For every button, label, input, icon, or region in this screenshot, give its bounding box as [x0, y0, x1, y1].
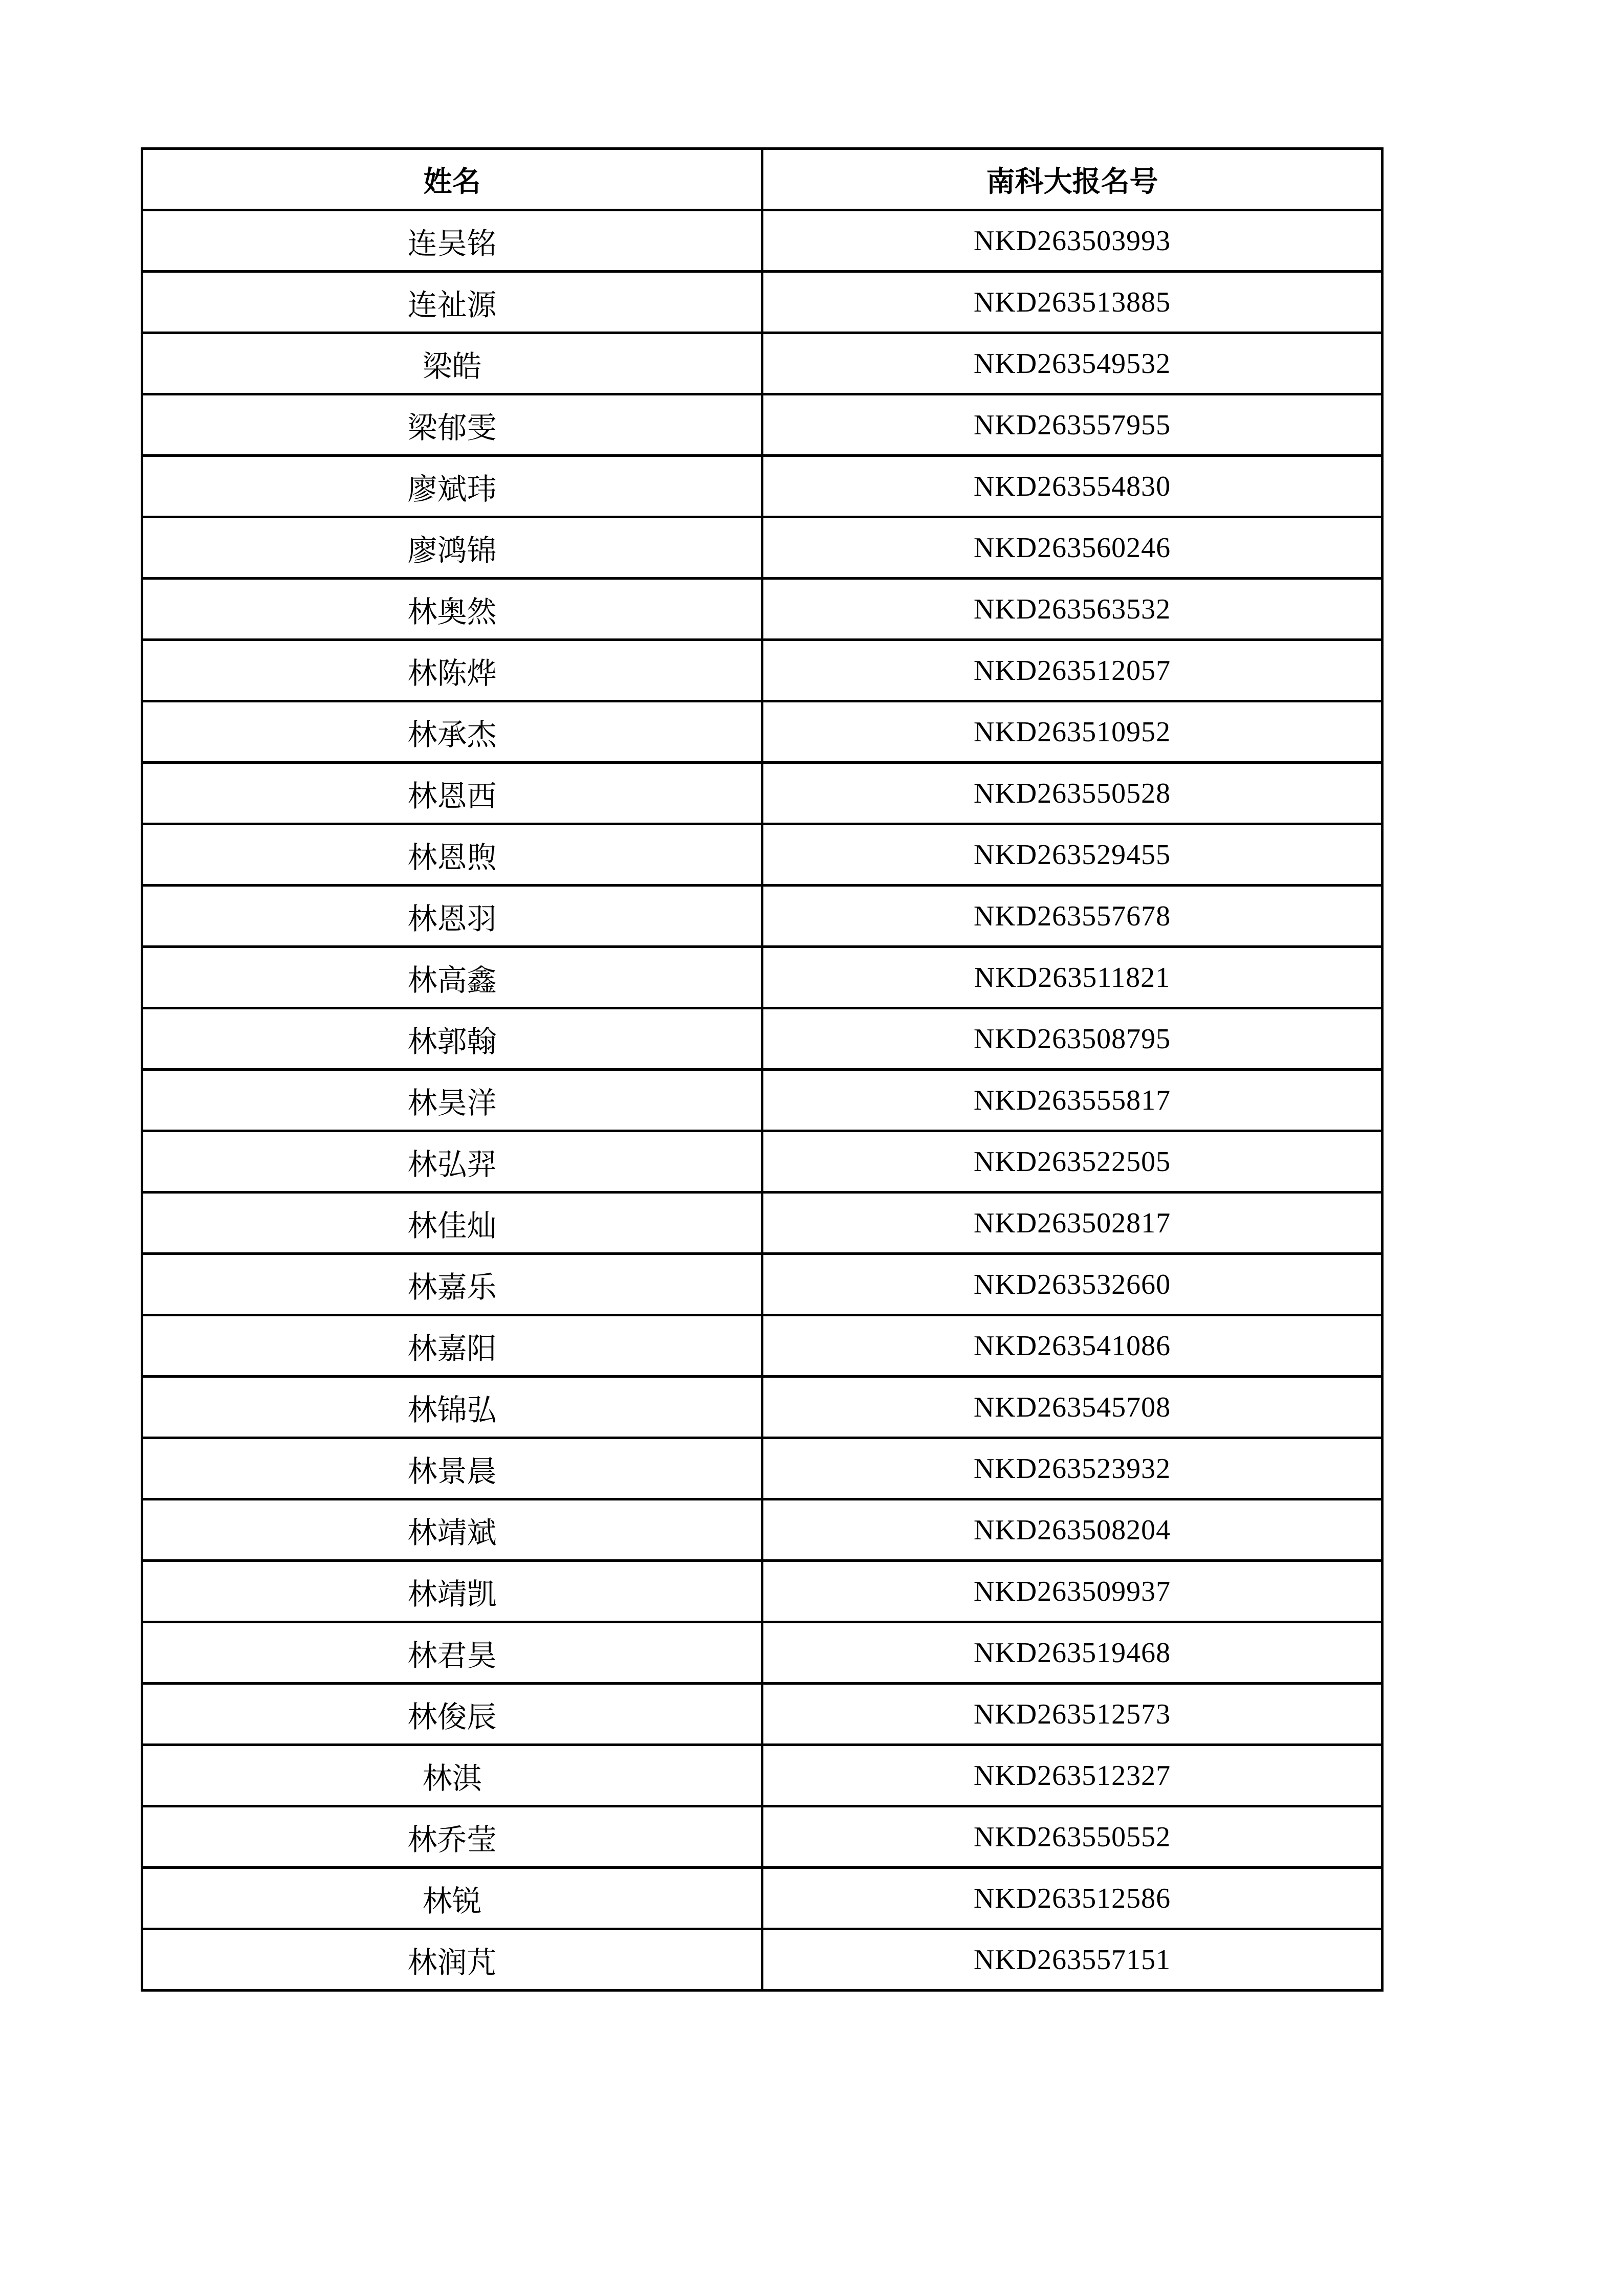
registration-number-cell: NKD263545708	[762, 1377, 1382, 1438]
student-name-cell: 林弘羿	[142, 1131, 762, 1193]
registration-number-cell: NKD263511821	[762, 947, 1382, 1008]
registration-number-cell: NKD263510952	[762, 701, 1382, 763]
table-row	[142, 640, 1382, 701]
registration-number-cell: NKD263549532	[762, 333, 1382, 394]
registration-number-cell: NKD263557151	[762, 1929, 1382, 1991]
header-row	[142, 149, 1382, 210]
student-name-cell: 林锦弘	[142, 1377, 762, 1438]
table-row	[142, 579, 1382, 640]
table-row	[142, 1868, 1382, 1929]
student-name-cell: 林陈烨	[142, 640, 762, 701]
registration-number-cell: NKD263519468	[762, 1622, 1382, 1684]
registration-number-cell: NKD263532660	[762, 1254, 1382, 1315]
student-name-cell: 林佳灿	[142, 1193, 762, 1254]
table-row	[142, 333, 1382, 394]
table-row	[142, 763, 1382, 824]
registration-number-cell: NKD263555817	[762, 1070, 1382, 1131]
registration-number-cell: NKD263550552	[762, 1806, 1382, 1868]
student-name-cell: 廖斌玮	[142, 456, 762, 517]
table-row	[142, 886, 1382, 947]
table-row	[142, 456, 1382, 517]
student-name-cell: 林君昊	[142, 1622, 762, 1684]
table-row	[142, 1684, 1382, 1745]
registration-number-cell: NKD263503993	[762, 210, 1382, 272]
registration-number-cell: NKD263512327	[762, 1745, 1382, 1806]
student-name-cell: 林嘉乐	[142, 1254, 762, 1315]
table-row	[142, 947, 1382, 1008]
table-row	[142, 394, 1382, 456]
registration-number-cell: NKD263557955	[762, 394, 1382, 456]
registration-number-cell: NKD263513885	[762, 272, 1382, 333]
student-name-cell: 林乔莹	[142, 1806, 762, 1868]
registration-number-cell: NKD263508204	[762, 1499, 1382, 1561]
student-name-cell: 林润芃	[142, 1929, 762, 1991]
table-row	[142, 1745, 1382, 1806]
table-row	[142, 1806, 1382, 1868]
table-row	[142, 1929, 1382, 1991]
registration-number-cell: NKD263557678	[762, 886, 1382, 947]
table-row	[142, 1561, 1382, 1622]
registration-number-cell: NKD263550528	[762, 763, 1382, 824]
table-row	[142, 1499, 1382, 1561]
student-name-cell: 林俊辰	[142, 1684, 762, 1745]
student-name-cell: 林高鑫	[142, 947, 762, 1008]
student-name-cell: 林淇	[142, 1745, 762, 1806]
registration-number-cell: NKD263560246	[762, 517, 1382, 579]
student-name-cell: 连祉源	[142, 272, 762, 333]
student-name-cell: 林景晨	[142, 1438, 762, 1499]
registration-number-cell: NKD263541086	[762, 1315, 1382, 1377]
table-row	[142, 701, 1382, 763]
student-name-cell: 林靖斌	[142, 1499, 762, 1561]
student-name-cell: 林靖凯	[142, 1561, 762, 1622]
table-row	[142, 272, 1382, 333]
table-row	[142, 517, 1382, 579]
registration-number-cell: NKD263563532	[762, 579, 1382, 640]
registration-number-cell: NKD263512573	[762, 1684, 1382, 1745]
table-row	[142, 1193, 1382, 1254]
table-row	[142, 1131, 1382, 1193]
registration-number-cell: NKD263502817	[762, 1193, 1382, 1254]
student-name-cell: 林郭翰	[142, 1008, 762, 1070]
table-row	[142, 1254, 1382, 1315]
student-name-cell: 林恩羽	[142, 886, 762, 947]
registration-number-column-header: 南科大报名号	[762, 149, 1382, 210]
table-row	[142, 210, 1382, 272]
table-row	[142, 1438, 1382, 1499]
registration-number-cell: NKD263509937	[762, 1561, 1382, 1622]
registration-number-cell: NKD263522505	[762, 1131, 1382, 1193]
name-column-header: 姓名	[142, 149, 762, 210]
registration-table	[141, 147, 1384, 1992]
registration-number-cell: NKD263512586	[762, 1868, 1382, 1929]
student-name-cell: 林承杰	[142, 701, 762, 763]
table-row	[142, 1008, 1382, 1070]
table-header	[142, 149, 1382, 210]
table-row	[142, 1622, 1382, 1684]
student-name-cell: 林恩煦	[142, 824, 762, 886]
student-name-cell: 林恩西	[142, 763, 762, 824]
table-body	[142, 210, 1382, 1991]
registration-number-cell: NKD263523932	[762, 1438, 1382, 1499]
student-name-cell: 廖鸿锦	[142, 517, 762, 579]
student-name-cell: 梁皓	[142, 333, 762, 394]
registration-number-cell: NKD263554830	[762, 456, 1382, 517]
registration-number-cell: NKD263512057	[762, 640, 1382, 701]
table-row	[142, 824, 1382, 886]
student-name-cell: 林嘉阳	[142, 1315, 762, 1377]
student-name-cell: 连吴铭	[142, 210, 762, 272]
student-name-cell: 林奥然	[142, 579, 762, 640]
table-row	[142, 1315, 1382, 1377]
table-row	[142, 1377, 1382, 1438]
table-row	[142, 1070, 1382, 1131]
student-name-cell: 梁郁雯	[142, 394, 762, 456]
student-name-cell: 林昊洋	[142, 1070, 762, 1131]
student-name-cell: 林锐	[142, 1868, 762, 1929]
registration-number-cell: NKD263508795	[762, 1008, 1382, 1070]
registration-number-cell: NKD263529455	[762, 824, 1382, 886]
